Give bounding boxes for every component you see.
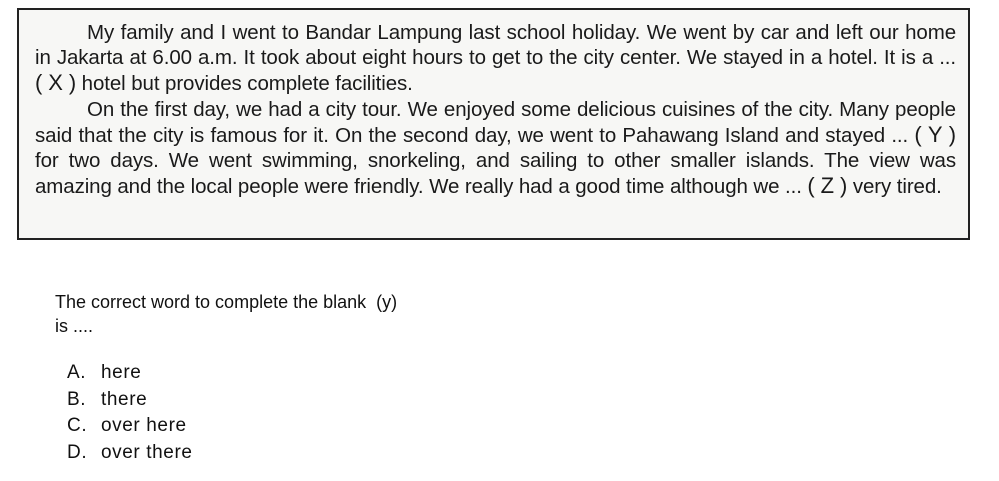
passage-paragraph-1 <box>35 20 956 97</box>
question-line-1: The correct word to complete the blank (y) <box>55 292 398 312</box>
paragraph-2-text-end: very tired. <box>852 175 942 199</box>
paragraph-1-text-end: hotel but provides complete facilities. <box>81 72 413 96</box>
option-d[interactable] <box>67 440 367 467</box>
option-b-letter: B. <box>67 388 87 410</box>
option-c-text: over here <box>101 415 187 436</box>
answer-options <box>67 360 367 466</box>
option-a-text: here <box>101 362 142 383</box>
option-a[interactable] <box>67 360 367 387</box>
option-b[interactable] <box>67 387 367 414</box>
option-d-text: over there <box>101 441 193 463</box>
option-a-letter: A. <box>67 362 87 383</box>
blank-y-marker: ( Y ) <box>914 121 956 147</box>
paragraph-1-text-start: My family and I went to Bandar Lampung last school holiday. We went by car and left our home in Jakarta at 6.00 a.m. It took about eight hours to get to the city center. We stayed in a hotel. It is a ... <box>35 21 956 70</box>
option-c-letter: C. <box>67 415 88 436</box>
option-d-letter: D. <box>67 441 88 463</box>
passage-paragraph-2 <box>35 97 956 200</box>
option-c[interactable] <box>67 413 367 440</box>
blank-z-marker: ( Z ) <box>807 173 848 199</box>
option-b-text: there <box>101 388 148 410</box>
question-line-2: is .... <box>55 316 94 336</box>
paragraph-2-text-middle: for two days. We went swimming, snorkeling, and sailing to other smaller islands. The view was amazing and the local people were friendly. We really had a good time although we ... <box>35 149 956 199</box>
reading-passage <box>17 8 970 240</box>
question-prompt <box>55 290 475 338</box>
blank-x-marker: ( X ) <box>35 70 77 96</box>
paragraph-2-text-start: On the first day, we had a city tour. We enjoyed some delicious cuisines of the city. Many people said that the city is famous for it. On the second day, we went to Pahawang Island and stayed ... <box>35 97 956 147</box>
